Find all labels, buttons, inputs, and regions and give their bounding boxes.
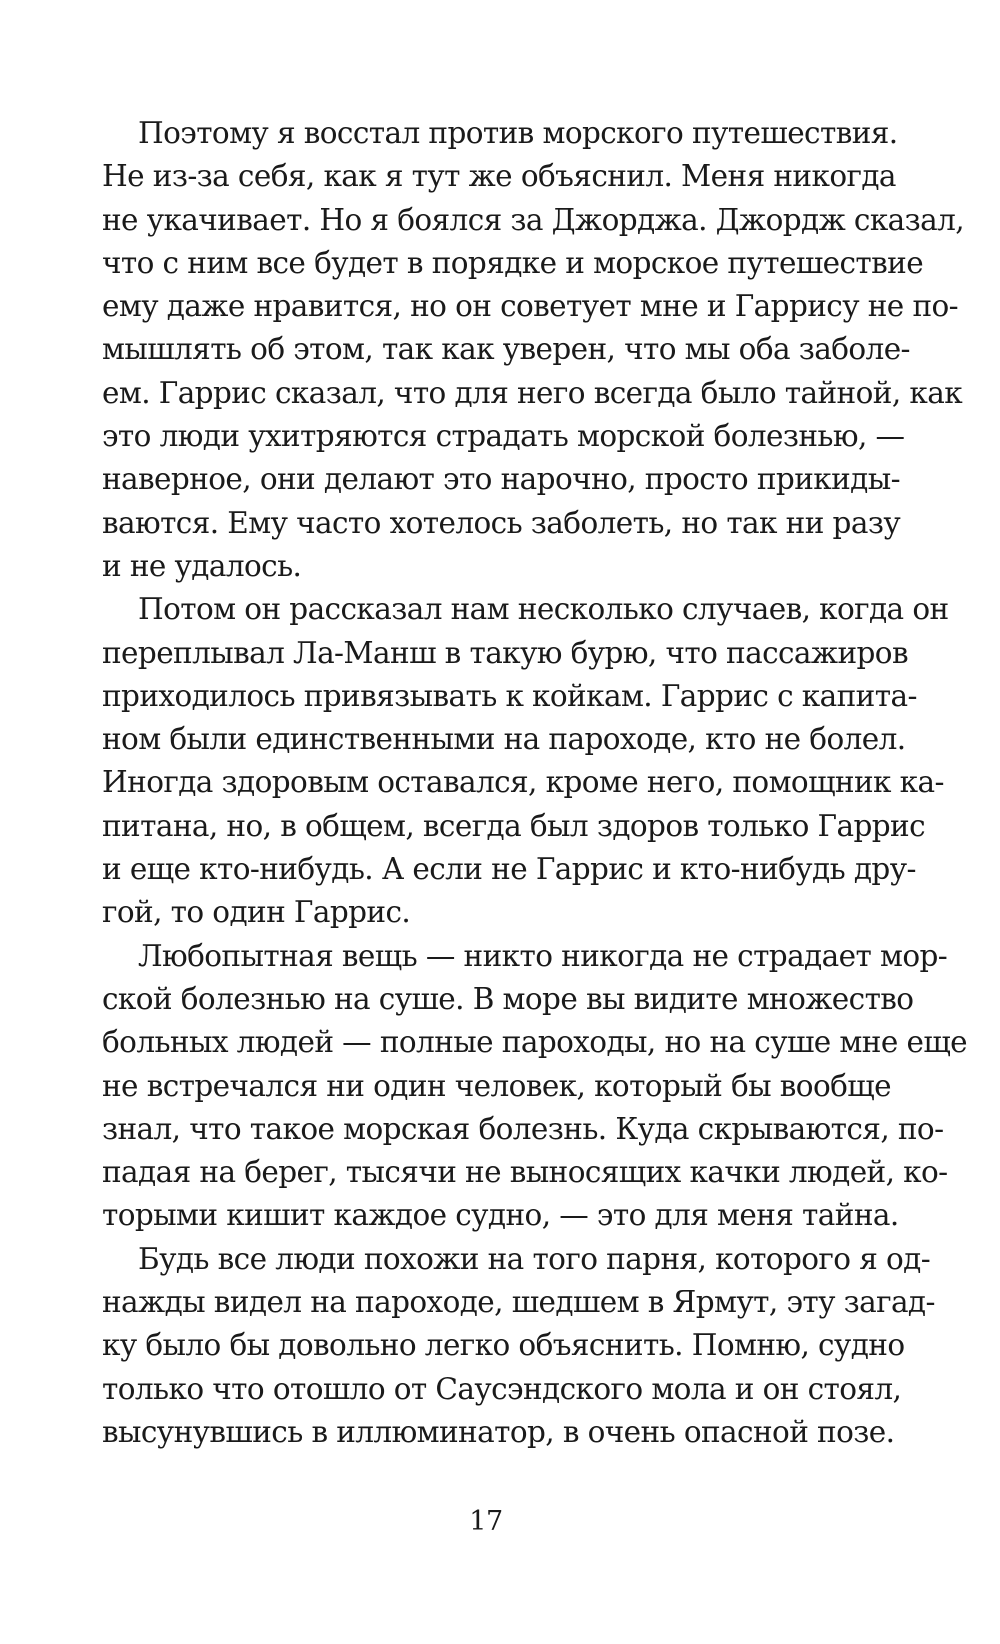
text-line: ской болезнью на суше. В море вы видите множество bbox=[102, 981, 914, 1016]
text-line: Не из-за себя, как я тут же объяснил. Меня никогда bbox=[102, 159, 896, 194]
paragraph-3 bbox=[102, 935, 968, 1238]
paragraph-4 bbox=[102, 1238, 935, 1454]
text-line: Иногда здоровым оставался, кроме него, помощник ка- bbox=[102, 765, 944, 800]
text-line: больных людей — полные пароходы, но на суше мне еще bbox=[102, 1025, 968, 1060]
text-line: ему даже нравится, но он советует мне и Гаррису не по- bbox=[102, 289, 959, 324]
text-line: мышлять об этом, так как уверен, что мы оба заболе- bbox=[102, 332, 910, 367]
text-line: Поэтому я восстал против морского путешествия. bbox=[138, 116, 898, 150]
text-line: что с ним все будет в порядке и морское путешествие bbox=[102, 245, 924, 280]
text-line: торыми кишит каждое судно, — это для меня тайна. bbox=[102, 1198, 899, 1233]
body-text bbox=[102, 112, 968, 1454]
text-line: нажды видел на пароходе, шедшем в Ярмут, эту загад- bbox=[102, 1285, 935, 1320]
text-line: гой, то один Гаррис. bbox=[102, 895, 411, 930]
text-line: ем. Гаррис сказал, что для него всегда было тайной, как bbox=[102, 375, 963, 410]
text-line: ном были единственными на пароходе, кто не болел. bbox=[102, 722, 906, 757]
text-line: ку было бы довольно легко объяснить. Помню, судно bbox=[102, 1328, 905, 1363]
paragraph-1 bbox=[102, 112, 965, 588]
text-line: Будь все люди похожи на того парня, которого я од- bbox=[138, 1241, 931, 1276]
text-line: падая на берег, тысячи не выносящих качки людей, ко- bbox=[102, 1155, 948, 1190]
text-line: высунувшись в иллюминатор, в очень опасной позе. bbox=[102, 1414, 895, 1449]
text-line: питана, но, в общем, всегда был здоров только Гаррис bbox=[102, 808, 926, 843]
text-line: это люди ухитряются страдать морской болезнью, — bbox=[102, 419, 905, 454]
text-line: приходилось привязывать к койкам. Гаррис с капита- bbox=[102, 678, 917, 713]
text-line: только что отошло от Саусэндского мола и он стоял, bbox=[102, 1371, 902, 1406]
text-line: Потом он рассказал нам несколько случаев, когда он bbox=[138, 592, 949, 627]
text-line: ваются. Ему часто хотелось заболеть, но так ни разу bbox=[102, 505, 901, 540]
paragraph-2 bbox=[102, 588, 949, 934]
page-number: 17 bbox=[469, 1506, 503, 1537]
text-line: знал, что такое морская болезнь. Куда скрываются, по- bbox=[102, 1111, 944, 1146]
text-line: переплывал Ла-Манш в такую бурю, что пассажиров bbox=[102, 635, 908, 670]
text-line: и еще кто-нибудь. А если не Гаррис и кто-нибудь дру- bbox=[102, 852, 916, 887]
text-line: не встречался ни один человек, который бы вообще bbox=[102, 1068, 891, 1103]
text-line: Любопытная вещь — никто никогда не страдает мор- bbox=[138, 938, 948, 973]
text-line: не укачивает. Но я боялся за Джорджа. Джордж сказал, bbox=[102, 202, 965, 237]
text-line: наверное, они делают это нарочно, просто прикиды- bbox=[102, 462, 900, 497]
text-line: и не удалось. bbox=[102, 548, 302, 583]
